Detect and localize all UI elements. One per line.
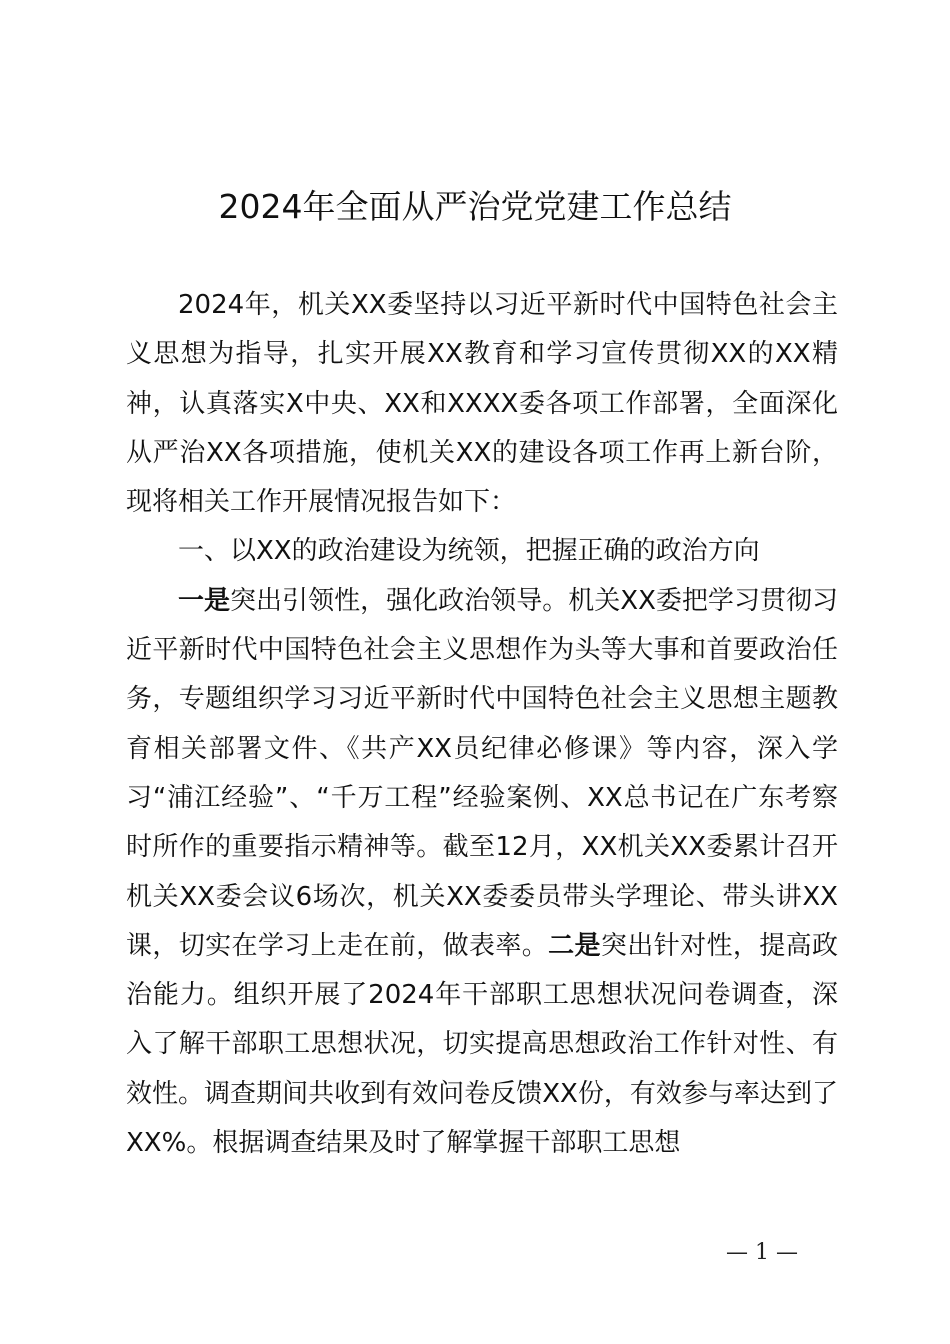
point-two-lead: 二是 xyxy=(548,930,601,961)
document-body xyxy=(126,281,838,1168)
document-title: 2024年全面从严治党党建工作总结 xyxy=(218,187,732,226)
point-one-text: 突出引领性，强化政治领导。机关XX委把学习贯彻习近平新时代中国特色社会主义思想作为头等大事和首要政治任务，专题组织学习习近平新时代中国特色社会主义思想主题教育相关部署文件、《共产XX员纪律必修课》等内容，深入学习“浦江经验”、“千万工程”经验案例、XX总书记在广东考察时所作的重要指示精神等。截至12月，XX机关XX委累计召开机关XX委会议6场次，机关XX委委员带头学理论、带头讲XX课，切实在学习上走在前，做表率。 xyxy=(126,585,838,961)
page-number: — 1 — xyxy=(726,1240,798,1265)
section-body-paragraph xyxy=(126,577,838,1169)
point-two-text: 突出针对性，提高政治能力。组织开展了2024年干部职工思想状况问卷调查，深入了解干部职工思想状况，切实提高思想政治工作针对性、有效性。调查期间共收到有效问卷反馈XX份，有效参与率达到了XX%。根据调查结果及时了解掌握干部职工思想 xyxy=(126,930,838,1159)
intro-paragraph: 2024年，机关XX委坚持以习近平新时代中国特色社会主义思想为指导，扎实开展XX教育和学习宣传贯彻XX的XX精神，认真落实X中央、XX和XXXX委各项工作部署，全面深化从严治XX各项措施，使机关XX的建设各项工作再上新台阶，现将相关工作开展情况报告如下： xyxy=(126,290,838,518)
point-one-lead: 一是 xyxy=(178,585,231,616)
section-heading: 一、以XX的政治建设为统领，把握正确的政治方向 xyxy=(178,536,760,567)
